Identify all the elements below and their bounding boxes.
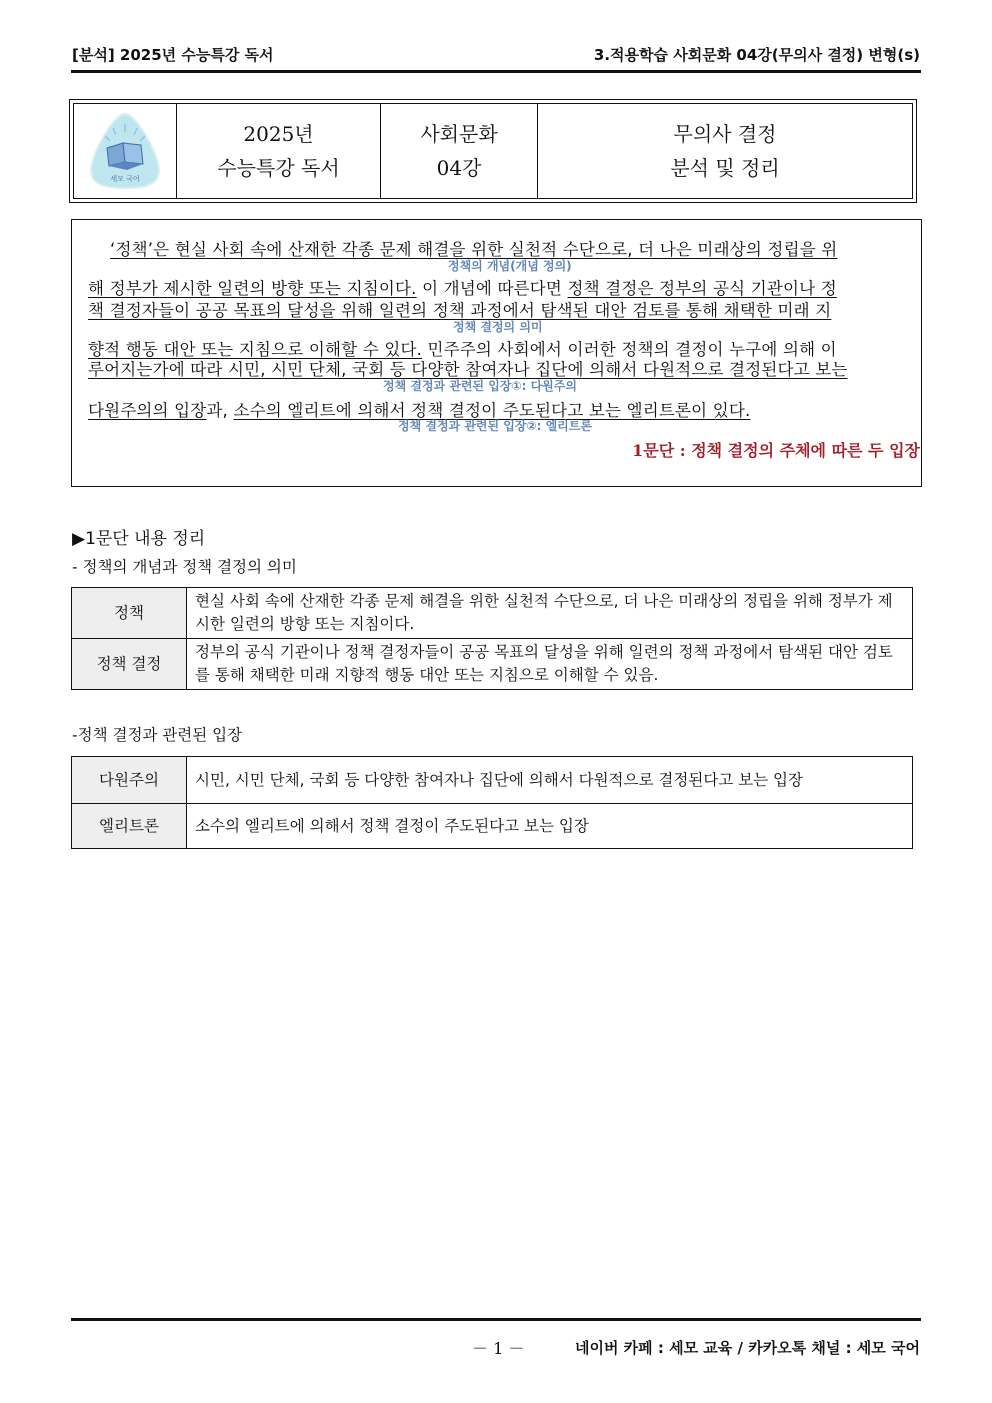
- passage-text: 루어지는가에 따라 시민, 시민 단체, 국회 등 다양한 참여자나 집단에 의해서 다원적으로 결정된다고 보는: [88, 360, 848, 379]
- table-row-text: 현실 사회 속에 산재한 각종 문제 해결을 위한 실천적 수단으로, 더 나은 미래상의 정립을 위해 정부가 제시한 일련의 방향 또는 지침이다.: [187, 588, 913, 639]
- title-lesson: 04강: [436, 156, 482, 180]
- passage-line-2: [88, 275, 906, 299]
- passage-text: 책 결정자들이 공공 목표의 달성을 위해 일련의 정책 과정에서 탐색된 대안 검토를 통해 채택한 미래 지: [88, 301, 832, 320]
- logo-cell: [74, 104, 177, 198]
- table-row-text: 시민, 시민 단체, 국회 등 다양한 참여자나 집단에 의해서 다원적으로 결정된다고 보는 입장: [187, 757, 913, 804]
- header-divider: [71, 70, 921, 73]
- section-subtitle: -정책 결정과 관련된 입장: [72, 726, 243, 744]
- header-right: 3.적용학습 사회문화 04강(무의사 결정) 변형(s): [593, 46, 920, 64]
- annotation-note: 정책 결정과 관련된 입장①: 다원주의: [383, 379, 577, 393]
- passage-text: 향적 행동 대안 또는 지침으로 이해할 수 있다.: [88, 340, 423, 359]
- table-row-head: 정책 결정: [72, 639, 187, 690]
- concept-table: [71, 587, 913, 690]
- passage-text: 소수의 엘리트에 의해서 정책 결정이 주도된다고 보는 엘리트론이 있다.: [233, 401, 751, 420]
- table-row-text: 소수의 엘리트에 의해서 정책 결정이 주도된다고 보는 입장: [187, 804, 913, 849]
- table-row: [72, 757, 913, 804]
- title-topic: 무의사 결정: [673, 122, 777, 146]
- passage-text: 해 정부가 제시한 일련의 방향 또는 지침이다.: [88, 279, 417, 298]
- title-subject: 사회문화: [420, 122, 498, 146]
- book-logo-icon: [85, 110, 165, 192]
- title-box: [69, 99, 917, 203]
- passage-text: 다원주의의 입장: [88, 401, 207, 420]
- table-row: [72, 588, 913, 639]
- header-left: [분석] 2025년 수능특강 독서: [72, 46, 274, 64]
- annotation-note: 정책의 개념(개념 정의): [448, 259, 572, 273]
- footer-text: 네이버 카페 : 세모 교육 / 카카오톡 채널 : 세모 국어: [574, 1339, 920, 1357]
- title-cell-topic: [538, 104, 912, 198]
- passage-text: ‘정책’은 현실 사회 속에 산재한 각종 문제 해결을 위한 실천적 수단으로, 더 나은 미래상의 정립을 위: [110, 240, 838, 259]
- annotation-note: 정책 결정의 의미: [453, 320, 543, 334]
- title-cell-textbook: [177, 104, 381, 198]
- title-cell-unit: [381, 104, 538, 198]
- passage-text: 이 개념에 따른다면: [416, 279, 568, 298]
- position-table: [71, 756, 913, 849]
- title-book: 수능특강 독서: [217, 156, 340, 180]
- passage-text: 민주주의 사회에서 이러한 정책의 결정이 누구에 의해 이: [422, 340, 837, 359]
- table-row: [72, 639, 913, 690]
- annotation-note: 정책 결정과 관련된 입장②: 엘리트론: [398, 419, 592, 433]
- section-title: ▶1문단 내용 정리: [72, 529, 206, 549]
- section-subtitle: - 정책의 개념과 정책 결정의 의미: [72, 558, 297, 576]
- title-subtitle: 분석 및 정리: [670, 156, 780, 180]
- passage-text: 정책 결정은 정부의 공식 기관이나 정: [567, 279, 837, 298]
- footer-divider: [71, 1318, 921, 1321]
- table-row-head: 정책: [72, 588, 187, 639]
- table-row-head: 다원주의: [72, 757, 187, 804]
- title-year: 2025년: [243, 122, 314, 146]
- paragraph-summary: 1문단 : 정책 결정의 주체에 따른 두 입장: [632, 441, 920, 460]
- passage-text: 과,: [206, 401, 234, 420]
- table-row: [72, 804, 913, 849]
- table-row-text: 정부의 공식 기관이나 정책 결정자들이 공공 목표의 달성을 위해 일련의 정책 과정에서 탐색된 대안 검토를 통해 채택한 미래 지향적 행동 대안 또는 지침으로 이해할 수 있음.: [187, 639, 913, 690]
- table-row-head: 엘리트론: [72, 804, 187, 849]
- logo-text: 세모 국어: [110, 175, 140, 183]
- page-number: － 1 －: [472, 1339, 525, 1358]
